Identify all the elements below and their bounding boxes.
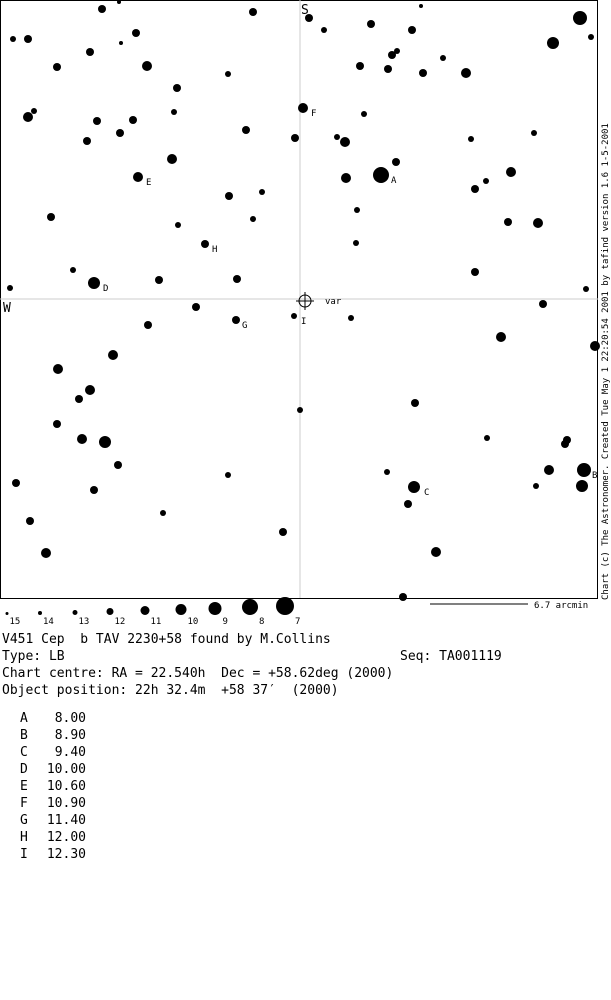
field-star [53, 420, 61, 428]
field-star [321, 27, 327, 33]
field-star [23, 112, 33, 122]
field-star [117, 0, 121, 4]
comparison-star-label: D [103, 284, 109, 294]
comparison-star-label: C [424, 488, 430, 498]
field-star [484, 435, 490, 441]
field-star [468, 136, 474, 142]
field-star [53, 63, 61, 71]
legend-star [141, 606, 150, 615]
comparison-star-label: F [311, 109, 317, 119]
comparison-letter: A [20, 711, 28, 726]
comparison-star-label: E [146, 178, 152, 188]
legend-mag-label: 13 [78, 617, 90, 627]
field-star [93, 117, 101, 125]
field-star [392, 158, 400, 166]
field-star [419, 4, 423, 8]
legend-star [176, 604, 187, 615]
field-star [588, 34, 594, 40]
legend-star [209, 602, 222, 615]
field-star [394, 48, 400, 54]
field-star [353, 240, 359, 246]
comparison-star-h [201, 240, 209, 248]
field-star [75, 395, 83, 403]
field-star [12, 479, 20, 487]
field-star [155, 276, 163, 284]
field-star [99, 436, 111, 448]
comparison-row [20, 778, 86, 795]
comparison-magnitude: 11.40 [46, 813, 86, 828]
object-type: Type: LB [2, 649, 65, 664]
comparison-magnitude: 12.30 [46, 847, 86, 862]
field-star [259, 189, 265, 195]
field-star [576, 480, 588, 492]
field-star [116, 129, 124, 137]
comparison-row [20, 829, 86, 846]
field-star [297, 407, 303, 413]
field-star [411, 399, 419, 407]
comparison-letter: I [20, 847, 28, 862]
field-star [504, 218, 512, 226]
field-star [41, 548, 51, 558]
legend-mag-label: 14 [43, 617, 54, 627]
field-star [547, 37, 559, 49]
field-star [98, 5, 106, 13]
field-star [119, 41, 123, 45]
field-star [77, 434, 87, 444]
field-star [419, 69, 427, 77]
field-star [160, 510, 166, 516]
field-star [461, 68, 471, 78]
field-star [483, 178, 489, 184]
field-star [26, 517, 34, 525]
field-star [356, 62, 364, 70]
field-star [573, 11, 587, 25]
comparison-star-label: A [391, 176, 397, 186]
comparison-row [20, 795, 86, 812]
scale-label: 6.7 arcmin [534, 601, 589, 611]
legend-mag-label: 8 [259, 617, 265, 627]
comparison-row [20, 812, 86, 829]
field-star [367, 20, 375, 28]
field-star [70, 267, 76, 273]
field-star [85, 385, 95, 395]
field-star [129, 116, 137, 124]
comparison-star-b [577, 463, 591, 477]
west-label: W [3, 301, 11, 316]
field-star [440, 55, 446, 61]
field-star [167, 154, 177, 164]
field-star [334, 134, 340, 140]
field-star [539, 300, 547, 308]
north-label: S [301, 3, 309, 18]
legend-mag-label: 10 [187, 617, 199, 627]
field-star [384, 469, 390, 475]
comparison-row [20, 846, 86, 863]
var-label: var [325, 297, 342, 307]
chart-credit: Chart (c) The Astronomer. Created Tue May 1 22:20:54 2001 by tafind version 1.6 1-5-2001 [601, 123, 611, 600]
field-star [132, 29, 140, 37]
legend-star [73, 610, 78, 615]
comparison-star-c [408, 481, 420, 493]
legend-star [242, 599, 258, 615]
field-star [590, 341, 600, 351]
comparison-star-f [298, 103, 308, 113]
comparison-letter: C [20, 745, 28, 760]
field-star [533, 483, 539, 489]
legend-mag-label: 9 [222, 617, 228, 627]
field-star [583, 286, 589, 292]
field-star [531, 130, 537, 136]
field-star [408, 26, 416, 34]
field-star [53, 364, 63, 374]
comparison-letter: H [20, 830, 28, 845]
comparison-star-d [88, 277, 100, 289]
field-star [361, 111, 367, 117]
field-star [90, 486, 98, 494]
comparison-star-label: B [592, 471, 598, 481]
field-star [142, 61, 152, 71]
legend-star [6, 612, 9, 615]
field-star [506, 167, 516, 177]
comparison-magnitude: 10.90 [46, 796, 86, 811]
comparison-letter: F [20, 796, 28, 811]
legend-mag-label: 7 [295, 617, 301, 627]
field-star [563, 436, 571, 444]
object-position: Object position: 22h 32.4m +58 37′ (2000) [2, 683, 339, 698]
field-star [83, 137, 91, 145]
legend-mag-label: 11 [150, 617, 162, 627]
field-star [242, 126, 250, 134]
object-title: V451 Cep b TAV 2230+58 found by M.Collins [2, 632, 331, 647]
field-star [10, 36, 16, 42]
comparison-letter: G [20, 813, 28, 828]
comparison-star-label: H [212, 245, 218, 255]
comparison-magnitude: 10.60 [46, 779, 86, 794]
field-star [533, 218, 543, 228]
field-star [471, 185, 479, 193]
comparison-star-a [373, 167, 389, 183]
sequence-id: Seq: TA001119 [400, 649, 502, 664]
field-star [399, 593, 407, 601]
comparison-table [20, 710, 86, 863]
comparison-letter: B [20, 728, 28, 743]
comparison-letter: E [20, 779, 28, 794]
field-star [340, 137, 350, 147]
comparison-row [20, 744, 86, 761]
comparison-star-label: I [301, 317, 307, 327]
comparison-star-e [133, 172, 143, 182]
comparison-star-i [291, 313, 297, 319]
comparison-magnitude: 8.90 [54, 728, 86, 743]
comparison-row [20, 727, 86, 744]
field-star [279, 528, 287, 536]
variable-marker-icon [296, 292, 314, 310]
chart-centre: Chart centre: RA = 22.540h Dec = +58.62deg (2000) [2, 666, 394, 681]
field-star [348, 315, 354, 321]
comparison-magnitude: 9.40 [54, 745, 86, 760]
field-star [171, 109, 177, 115]
comparison-magnitude: 8.00 [54, 711, 86, 726]
field-star [225, 472, 231, 478]
legend-star [276, 597, 294, 615]
field-star [144, 321, 152, 329]
field-star [108, 350, 118, 360]
comparison-magnitude: 12.00 [46, 830, 86, 845]
field-star [384, 65, 392, 73]
field-star [341, 173, 351, 183]
field-star [496, 332, 506, 342]
field-star [173, 84, 181, 92]
field-star [544, 465, 554, 475]
field-star [31, 108, 37, 114]
field-star [114, 461, 122, 469]
comparison-star-label: G [242, 321, 248, 331]
field-star [404, 500, 412, 508]
legend-star [107, 608, 114, 615]
legend-mag-label: 15 [9, 617, 21, 627]
field-star [354, 207, 360, 213]
comparison-letter: D [20, 762, 28, 777]
field-star [24, 35, 32, 43]
comparison-row [20, 710, 86, 727]
legend-mag-label: 12 [114, 617, 126, 627]
comparison-row [20, 761, 86, 778]
field-star [175, 222, 181, 228]
field-star [233, 275, 241, 283]
field-star [250, 216, 256, 222]
field-star [7, 285, 13, 291]
field-star [431, 547, 441, 557]
field-star [47, 213, 55, 221]
comparison-magnitude: 10.00 [46, 762, 86, 777]
field-star [225, 71, 231, 77]
legend-star [38, 611, 42, 615]
field-star [291, 134, 299, 142]
magnitude-legend [6, 597, 301, 627]
field-star [249, 8, 257, 16]
field-star [192, 303, 200, 311]
field-star [225, 192, 233, 200]
field-star [471, 268, 479, 276]
comparison-star-g [232, 316, 240, 324]
field-star [86, 48, 94, 56]
